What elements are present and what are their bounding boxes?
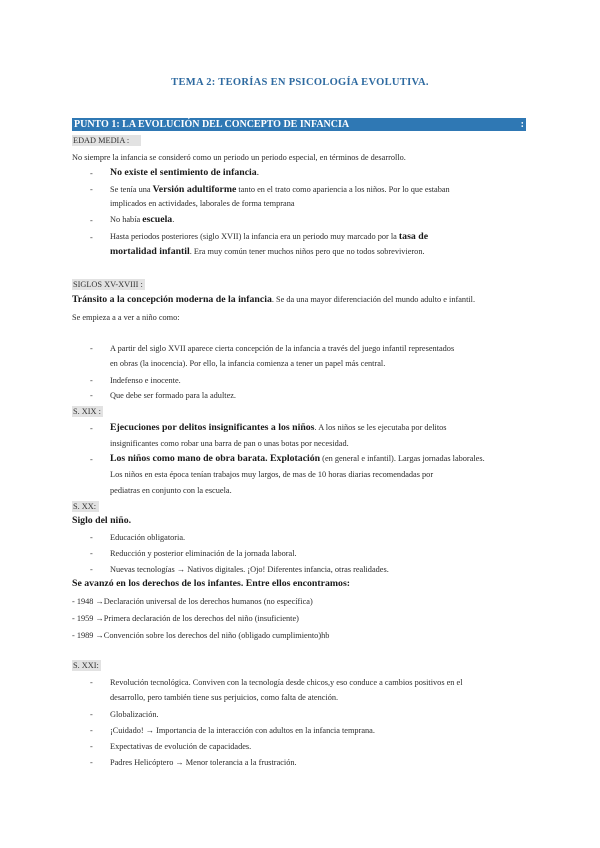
text: . Era muy común tener muchos niños pero que no todos sobrevivieron. bbox=[189, 247, 425, 256]
list-item-continuation: implicados en actividades, laborales de forma temprana bbox=[110, 199, 295, 208]
section-heading-punto1 bbox=[72, 118, 526, 131]
bullet-dash: - bbox=[90, 549, 93, 558]
heading-s-xix: S. XIX : bbox=[72, 406, 103, 417]
list-item bbox=[110, 422, 447, 433]
heading-edad-media: EDAD MEDIA : bbox=[72, 135, 141, 146]
list-item: Padres Helicóptero → Menor tolerancia a la frustración. bbox=[110, 758, 297, 767]
bullet-dash: - bbox=[90, 185, 93, 194]
list-item: Que debe ser formado para la adultez. bbox=[110, 391, 237, 400]
text: Se tenía una bbox=[110, 185, 153, 194]
list-item-continuation: desarrollo, pero también tiene sus perjuicios, como falta de atención. bbox=[110, 693, 339, 702]
bold-text: Ejecuciones por delitos insignificantes a los niños bbox=[110, 422, 315, 433]
list-item: ¡Cuidado! → Importancia de la interacción con adultos en la infancia temprana. bbox=[110, 726, 375, 735]
text: . bbox=[256, 167, 260, 178]
list-item bbox=[110, 231, 428, 242]
subheading-derechos: Se avanzó en los derechos de los infantes. Entre ellos encontramos: bbox=[72, 578, 351, 589]
list-item: Revolución tecnológica. Conviven con la tecnología desde chicos,y eso conduce a cambios positivos en el bbox=[110, 678, 463, 687]
page-title: TEMA 2: TEORÍAS EN PSICOLOGÍA EVOLUTIVA. bbox=[171, 77, 429, 88]
text: tanto en el trato como apariencia a los niños. Por lo que estaban bbox=[236, 185, 450, 194]
list-item bbox=[110, 167, 259, 178]
heading-s-xx: S. XX: bbox=[72, 501, 99, 512]
bold-text: Tránsito a la concepción moderna de la infancia bbox=[72, 294, 272, 305]
bold-text: tasa de bbox=[398, 231, 429, 242]
paragraph-edad-media-intro: No siempre la infancia se consideró como un periodo un periodo especial, en términos de desarrollo. bbox=[72, 153, 406, 162]
list-item bbox=[110, 214, 174, 225]
list-item: A partir del siglo XVII aparece cierta concepción de la infancia a través del juego infantil representados bbox=[110, 344, 455, 353]
list-item bbox=[110, 184, 450, 195]
bullet-dash: - bbox=[90, 726, 93, 735]
section-heading-label: PUNTO 1: LA EVOLUCIÓN DEL CONCEPTO DE INFANCIA bbox=[74, 119, 350, 130]
list-item-continuation: Los niños en esta época tenían trabajos muy largos, de mas de 10 horas diarias recomendadas por bbox=[110, 470, 434, 479]
bullet-dash: - bbox=[90, 169, 93, 178]
bullet-dash: - bbox=[90, 455, 93, 464]
list-item-continuation bbox=[110, 246, 425, 257]
bullet-dash: - bbox=[90, 233, 93, 242]
list-item: Nuevas tecnologías → Nativos digitales. ¡Ojo! Diferentes infancia, otras realidades. bbox=[110, 565, 389, 574]
list-item-continuation: insignificantes como robar una barra de pan o unas botas por necesidad. bbox=[110, 439, 349, 448]
bold-text: No existe el sentimiento de infancia bbox=[110, 167, 257, 178]
bullet-dash: - bbox=[90, 424, 93, 433]
bullet-dash: - bbox=[90, 565, 93, 574]
list-item-rights-1959: - 1959 →Primera declaración de los derechos del niño (insuficiente) bbox=[72, 614, 299, 623]
list-item: Indefenso e inocente. bbox=[110, 376, 181, 385]
paragraph: Se empieza a a ver a niño como: bbox=[72, 313, 180, 322]
list-item: Expectativas de evolución de capacidades. bbox=[110, 742, 252, 751]
bold-text: Versión adultiforme bbox=[152, 184, 237, 195]
text: (en general e infantil). Largas jornadas laborales. bbox=[320, 454, 485, 463]
list-item: Educación obligatoria. bbox=[110, 533, 186, 542]
bullet-dash: - bbox=[90, 758, 93, 767]
bullet-dash: - bbox=[90, 344, 93, 353]
list-item bbox=[110, 453, 485, 464]
bullet-dash: - bbox=[90, 376, 93, 385]
text: . A los niños se les ejecutaba por delitos bbox=[314, 423, 447, 432]
list-item: Reducción y posterior eliminación de la jornada laboral. bbox=[110, 549, 297, 558]
subheading-siglo-del-nino: Siglo del niño. bbox=[72, 515, 132, 526]
list-item-rights-1989: - 1989 →Convención sobre los derechos del niño (obligado cumplimiento)hb bbox=[72, 631, 330, 640]
bullet-dash: - bbox=[90, 216, 93, 225]
bullet-dash: - bbox=[90, 742, 93, 751]
paragraph bbox=[72, 294, 475, 305]
text: . bbox=[172, 215, 175, 224]
bullet-dash: - bbox=[90, 533, 93, 542]
bold-text: mortalidad infantil bbox=[110, 246, 190, 257]
bold-text: Los niños como mano de obra barata. Explotación bbox=[110, 453, 321, 464]
list-item-continuation: pediatras en conjunto con la escuela. bbox=[110, 486, 232, 495]
text: . Se da una mayor diferenciación del mundo adulto e infantil. bbox=[271, 295, 476, 304]
bullet-dash: - bbox=[90, 710, 93, 719]
bullet-dash: - bbox=[90, 678, 93, 687]
list-item-rights-1948: - 1948 →Declaración universal de los derechos humanos (no específica) bbox=[72, 597, 313, 606]
bold-text: escuela bbox=[142, 214, 173, 225]
heading-siglos-xv-xviii: SIGLOS XV-XVIII : bbox=[72, 279, 145, 290]
bullet-dash: - bbox=[90, 391, 93, 400]
text: No había bbox=[110, 215, 143, 224]
list-item: Globalización. bbox=[110, 710, 159, 719]
heading-s-xxi: S. XXI: bbox=[72, 660, 101, 671]
section-heading-colon: : bbox=[520, 119, 524, 130]
text: Hasta periodos posteriores (siglo XVII) la infancia era un periodo muy marcado por la bbox=[110, 232, 399, 241]
list-item-continuation: en obras (la inocencia). Por ello, la infancia comienza a tener un papel más central. bbox=[110, 359, 386, 368]
